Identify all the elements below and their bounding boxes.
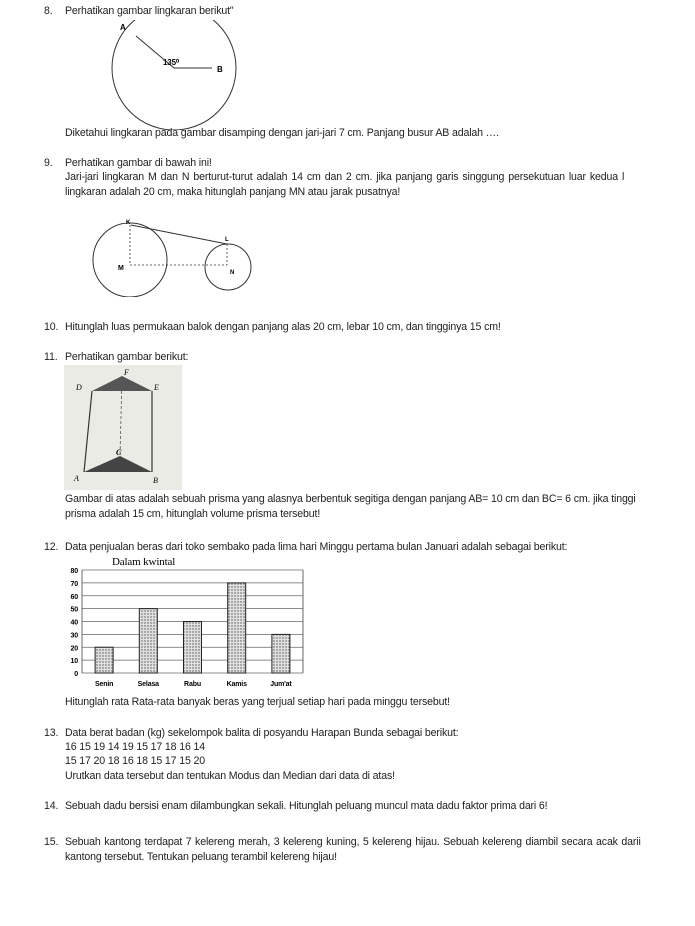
chart-bar-rabu (184, 622, 202, 674)
q11-label-a: A (74, 474, 79, 483)
q12-title: Data penjualan beras dari toko sembako pada lima hari Minggu pertama bulan Januari adalah sebagai berikut: (65, 541, 568, 553)
q13-data-row2: 15 17 20 18 16 18 15 17 15 20 (65, 755, 205, 767)
q11-bottom-face (84, 456, 152, 472)
q8-number: 8. (44, 5, 53, 17)
q8-text: Diketahui lingkaran pada gambar disamping dengan jari-jari 7 cm. Panjang busur AB adalah …. (65, 127, 499, 139)
q11-label-e: E (154, 383, 159, 392)
q9-circle-n (205, 244, 251, 290)
q8-title: Perhatikan gambar lingkaran berikut" (65, 5, 234, 17)
chart-bar-senin (95, 647, 113, 673)
q15-line1: Sebuah kantong terdapat 7 kelereng merah, 3 kelereng kuning, 5 kelereng hijau. Sebuah kelereng diambil secara acak darii (65, 836, 641, 848)
chart-title: Dalam kwintal (112, 556, 176, 568)
q14-number: 14. (44, 800, 59, 812)
q10-number: 10. (44, 321, 59, 333)
chart-ytick-label: 30 (70, 632, 78, 640)
q8-circle (112, 20, 236, 130)
chart-bar-jumat (272, 634, 290, 673)
chart-ytick-label: 50 (70, 606, 78, 614)
chart-bar-selasa (139, 609, 157, 673)
chart-ytick-label: 80 (70, 568, 78, 575)
chart-ytick-label: 0 (74, 671, 78, 678)
q9-line1: Jari-jari lingkaran M dan N berturut-turut adalah 14 cm dan 2 cm. jika panjang garis singgung persekutuan luar kedua l (65, 171, 625, 183)
q11-label-d: D (76, 383, 82, 392)
q9-tangent-line (131, 225, 227, 244)
chart-ytick-label: 10 (70, 658, 78, 666)
q12-bar-chart (60, 553, 310, 693)
chart-ytick-label: 20 (70, 645, 78, 653)
q9-tangent-figure (84, 215, 259, 297)
q11-title: Perhatikan gambar berikut: (65, 351, 189, 363)
q9-title: Perhatikan gambar di bawah ini! (65, 157, 212, 169)
q8-circle-figure (100, 20, 240, 130)
chart-xtick-label: Selasa (137, 681, 159, 688)
q11-line2: prisma adalah 15 cm, hitunglah volume prisma tersebut! (65, 508, 321, 520)
chart-ytick-label: 40 (70, 619, 78, 627)
q9-label-m: M (118, 265, 124, 272)
q8-angle-label: 135⁰ (163, 58, 179, 67)
q11-label-b: B (153, 476, 158, 485)
q15-number: 15. (44, 836, 59, 848)
chart-ytick-label: 60 (70, 593, 78, 601)
q11-edge-da (84, 391, 92, 472)
q11-number: 11. (44, 351, 58, 363)
q10-text: Hitunglah luas permukaan balok dengan panjang alas 20 cm, lebar 10 cm, dan tingginya 15 cm! (65, 321, 501, 333)
q9-label-n: N (230, 270, 235, 276)
chart-ytick-label: 70 (70, 580, 78, 588)
q15-line2: kantong tersebut. Tentukan peluang terambil kelereng hijau! (65, 851, 337, 863)
chart-bar-kamis (228, 583, 246, 673)
q9-label-l: L (225, 237, 229, 243)
q13-title: Data berat badan (kg) sekelompok balita di posyandu Harapan Bunda sebagai berikut: (65, 727, 459, 739)
q11-label-c: C (116, 448, 122, 457)
q13-data-row1: 16 15 19 14 19 15 17 18 16 14 (65, 741, 205, 753)
q8-label-a: A (120, 23, 126, 32)
q11-prism-figure (64, 365, 182, 490)
q11-prism-photo (64, 365, 182, 490)
q14-text: Sebuah dadu bersisi enam dilambungkan sekali. Hitunglah peluang muncul mata dadu faktor prima dari 6! (65, 800, 548, 812)
q12-number: 12. (44, 541, 59, 553)
q12-question: Hitunglah rata Rata-rata banyak beras yang terjual setiap hari pada minggu tersebut! (65, 696, 450, 708)
chart-xtick-label: Senin (94, 681, 114, 688)
q13-question: Urutkan data tersebut dan tentukan Modus dan Median dari data di atas! (65, 770, 395, 782)
q11-label-f: F (124, 368, 129, 377)
chart-xtick-label: Kamis (226, 681, 247, 688)
q8-label-b: B (217, 65, 223, 74)
chart-xtick-label: Rabu (184, 681, 201, 688)
q9-number: 9. (44, 157, 53, 169)
q9-label-k: K (126, 220, 131, 226)
q9-line2: lingkaran adalah 20 cm, maka hitunglah panjang MN atau jarak pusatnya! (65, 186, 401, 198)
q11-line1: Gambar di atas adalah sebuah prisma yang alasnya berbentuk segitiga dengan panjang AB= 10 cm dan BC= 6 cm. jika tinggi (65, 493, 636, 505)
q13-number: 13. (44, 727, 59, 739)
chart-xtick-label: Jum'at (270, 681, 292, 688)
